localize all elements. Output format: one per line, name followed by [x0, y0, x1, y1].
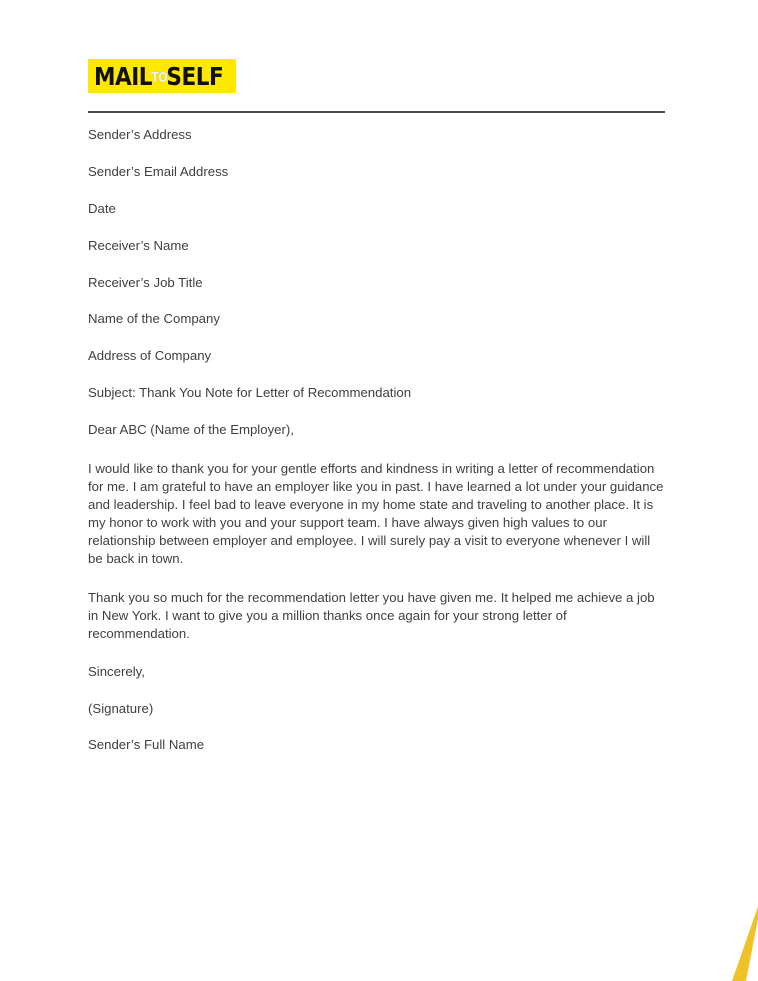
logo-word-self: SELF: [166, 61, 224, 91]
field-sender-email-address: Sender’s Email Address: [88, 163, 229, 179]
header-divider: [88, 111, 665, 113]
corner-wedge-notch: [746, 919, 758, 981]
letter-subject: Subject: Thank You Note for Letter of Recommendation: [88, 385, 412, 401]
logo-word-to: TO: [151, 70, 168, 86]
logo-text: [94, 61, 224, 91]
letter-paragraph-1: I would like to thank you for your gentle efforts and kindness in writing a letter of recommendation for me. I am grateful to have an employer like you in past. I have learned a lot under your guidance and leadership. I feel bad to leave everyone in my home state and traveling to another place. It is my honor to work with you and your support team. I have always given high values to our relationship between employer and employee. I will surely pay a visit to everyone whenever I will be back in town.: [88, 460, 664, 566]
letter-body: [88, 127, 667, 754]
logo-badge: [88, 59, 236, 93]
sender-full-name: Sender’s Full Name: [88, 737, 205, 753]
field-receiver-job-title: Receiver’s Job Title: [88, 274, 203, 290]
field-company-address: Address of Company: [88, 348, 212, 364]
field-sender-address: Sender’s Address: [88, 127, 192, 142]
letter-paragraph-2: Thank you so much for the recommendation letter you have given me. It helped me achieve a job in New York. I want to give you a million thanks once again for your strong letter of recommendation.: [88, 589, 655, 641]
logo-word-mail: MAIL: [94, 61, 153, 91]
corner-wedge-shape: [732, 895, 758, 981]
corner-wedge-decoration: [716, 895, 758, 981]
site-logo: [88, 59, 236, 93]
signature-placeholder: (Signature): [88, 700, 154, 716]
letter-closing: Sincerely,: [88, 663, 145, 679]
letter-salutation: Dear ABC (Name of the Employer),: [88, 422, 294, 438]
field-receiver-name: Receiver’s Name: [88, 237, 189, 253]
field-company-name: Name of the Company: [88, 311, 220, 327]
field-date: Date: [88, 200, 116, 216]
